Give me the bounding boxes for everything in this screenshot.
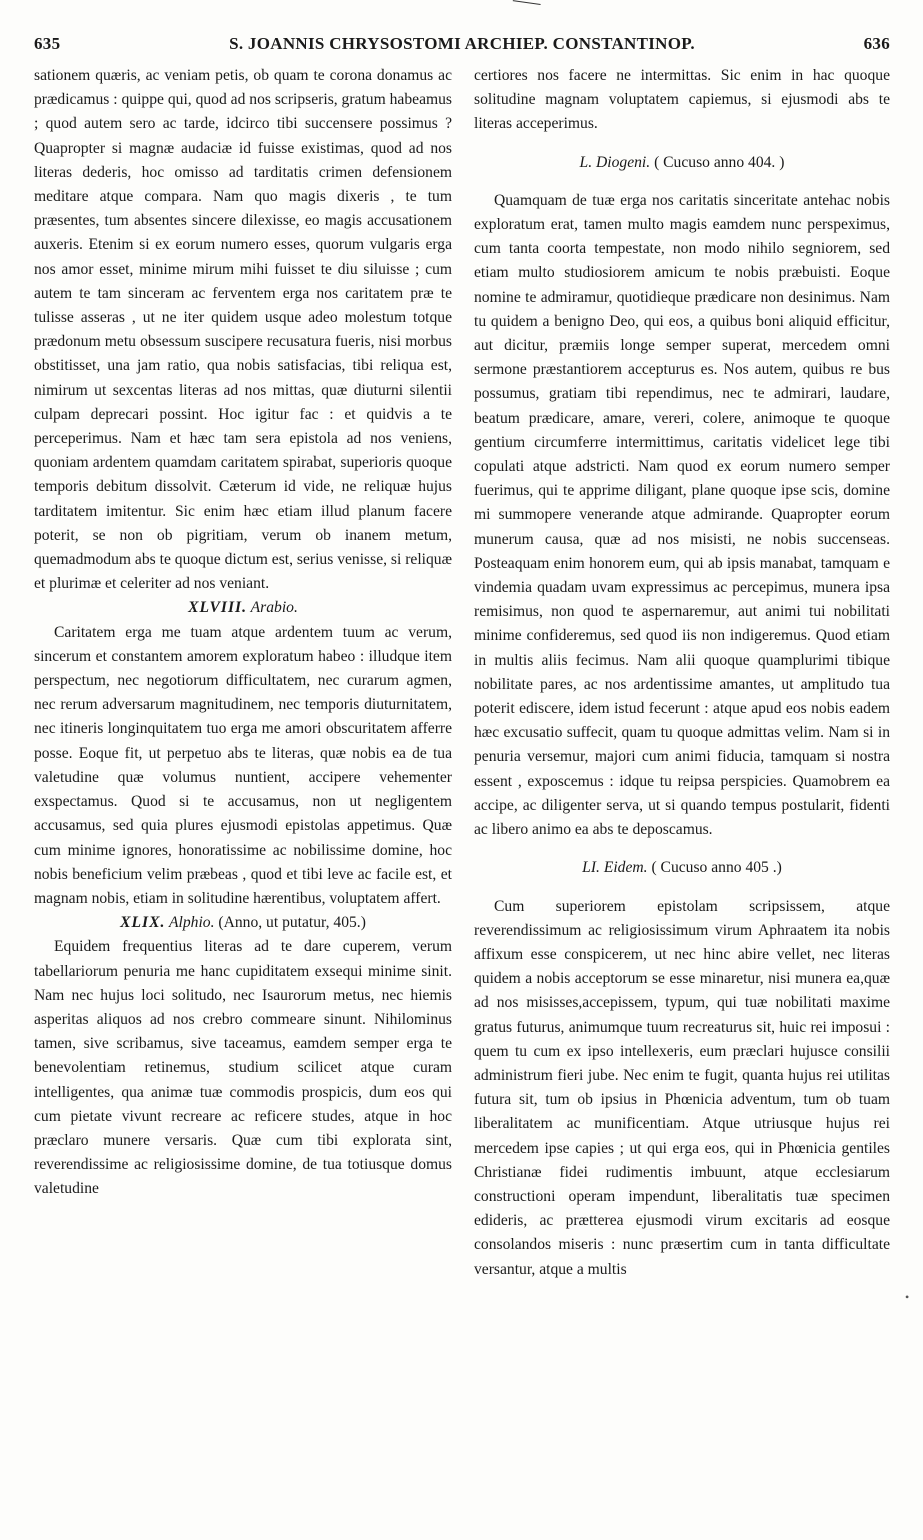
letter-addressee: Arabio. [250,599,298,617]
letter-date: (Anno, ut putatur, 405.) [218,914,366,932]
page-mark [511,0,540,15]
paragraph-letter-50: Quamquam de tuæ erga nos caritatis sinceritate antehac nobis exploratum erat, tamen multo magis eamdem nunc perspeximus, cum tanta coorta tempestate, non modo nihilo segniorem, sed etiam multo studiosiorem amicum te nobis præbuisti. Eoque nomine te admiramur, quotidieque prædicare non desinimus. Nam tu quidem a benigno Deo, qui eos, a quibus boni aliquid efficitur, aut dicitur, præmiis longe semper superat, mercedem omni sermone præstantiorem accepturus es. Nos autem, quibus re bus possumus, gratiam tibi rependimus, nec te admirari, laudare, beatum prædicare, amare, vereri, colere, animoque te quoque gentium circumferre intermittimus, caritatis videlicet lege tibi copulati atque adstricti. Nam quod ex eorum numero semper fuerimus, qui te apprime diligant, plane quoque ipse scis, domine mi summopere venerande atque admirande. Quapropter eorum munerum causa, quæ ad nos misisti, ne nobis succenseas. Posteaquam enim honorem eum, qui ab ipsis manabat, tamquam e vindemia quadam uvam expressimus ac percepimus, munera ipsa remisimus, non quod te aspernaremur, aut animi tui nobilitati minime confideremus, sed quod iis non indigeremus. Quod etiam in multis aliis fecimus. Nam alii quoque quamplurimi tibique nobilitate pares, ac nos ardentissime amantes, ut amplitudo tua poterit ediscere, idem istud fecerunt : atque apud eos nobis eadem hæc excusatio suffecit, quam tu quoque admittas velim. Nam si in penuria versemur, majori cum animi fiducia, tamquam si nostra essent , exposcemus : idque tu reipsa perspicies. Quamobrem ea accipe, ac diligenter serva, ut si quando tempus postularit, fidenti ac libero animo ea abs te deposcamus. [474,191,890,839]
paragraph-letter-49: Equidem frequentius literas ad te dare cuperem, verum tabellariorum penuria me hanc cupiditatem exsequi minime sinit. Nam nec hujus loci solitudo, nec Isaurorum metus, nec hiemis asperitas aliquos ad nos crebro commeare sinunt. Nihilominus tamen, sive scribamus, sive taceamus, eamdem semper erga te benevolentiam retinemus, studium scilicet atque curam intelligentes, qua animæ tuæ commodis prospicis, dum eos qui cum pietate vivunt recreare ac reficere studes, atque in hoc præclaro munere versaris. Quæ cum tibi explorata sint, reverendissime ac religiosissime domine, de tua totiusque domus valetudine [34,938,452,1198]
left-column [34,64,452,1202]
letter-date: ( Cucuso anno 405 .) [651,859,782,877]
page-number-left: 635 [34,34,61,53]
right-column [474,64,890,1282]
paragraph-letter-51: Cum superiorem epistolam scripsissem, atque reverendissimum ac religiosissimum virum Aphraatem ita nobis affixum esse conspicerem, ut nec hinc abire vellet, nec literas quidem a nobis acceptorum se esse minaretur, nisi munera ea,quæ ad nos misisses,accepissem, typum, qui tuæ nobilitati maxime gratus futurus, animumque tuum recreaturus sit, huic rei imposui : quem tu cum ex ipso intellexeris, eum præclari hujusce consilii administrum fieri jube. Nec enim te fugit, quanta hujus rei utilitas futura sit, tum ob ipsius in Phœnicia adventum, tum ob tuam liberalitatem ac munificentiam. Atque utriusque hujus rei mercedem ipse capies ; ut qui erga eos, qui in Phœnicia gentiles Christianæ fidei rudimentis imbuunt, atque ecclesiarum constructioni operam impendunt, liberalitatis tuæ specimen edideris, ac prætterea ejusmodi virum excitaris ad eosque consolandos miseris : nunc præsertim cum in tanta difficultate versantur, atque a multis [474,897,890,1278]
letter-date: ( Cucuso anno 404. ) [654,153,785,171]
paragraph-letter-48: Caritatem erga me tuam atque ardentem tuum ac verum, sincerum et constantem amorem exploratum habeo : illudque item perspectum, nec negotiorum difficultatem, nec curarum agmen, nec rerum adversarum magnitudinem, nec temporis diuturnitatem, nec itineris longinquitatem tuo erga me amori obscuritatem afferre posse. Eoque fit, ut perpetuo abs te literas, quæ nobis ea de tua valetudine quæ volumus nuntient, accipere vehementer exspectamus. Quod si te accusamus, non ut negligentem accusamus, sed quia plures ejusmodi epistolas appetimus. Quæ cum minime ignores, honoratissime ac nobilissime domine, hoc nobis beneficium velim præbeas , quod et tibi leve ac facile est, et magnam nobis, etiam in solitudine hærentibus, voluptatem affert. [34,623,452,907]
page-number-right: 636 [863,34,890,53]
letter-number: XLVIII. [188,599,247,617]
margin-mark: • [905,1290,910,1304]
letter-addressee: Alphio. [169,914,215,932]
letter-addressee: L. Diogeni. [579,153,651,171]
letter-addressee: LI. Eidem. [582,859,648,877]
letter-heading-51 [474,856,890,880]
running-title: S. JOANNIS CHRYSOSTOMI ARCHIEP. CONSTANTINOP. [229,34,695,53]
letter-heading-50 [474,151,890,175]
letter-number: XLIX. [120,914,166,932]
letter-heading-49 [34,911,452,935]
letter-heading-48 [34,596,452,620]
paragraph-continuation: certiores nos facere ne intermittas. Sic enim in hac quoque solitudine magnam voluptatem capiemus, si ejusmodi abs te literas acceperimus. [474,67,890,133]
running-header [34,34,890,60]
paragraph-continuation: sationem quæris, ac veniam petis, ob quam te corona donamus ac prædicamus : quippe qui, quod ad nos scripseris, gratum habeamus ; quod autem sero ac tarde, idcirco tibi succensere possimus ? Quapropter si magnæ audaciæ id fuisse existimas, quod ad nos literas dederis, hoc omisso ad tarditatis crimen defensionem meditare atque compara. Nam quo magis dixeris , te tum præsentes, tum absentes sincere dilexisse, eo magis accusationem auxeris. Etenim si ex eorum numero esses, quorum vulgaris erga nos amor esset, minime mirum mihi fuisset te diu siluisse ; cum autem te tam sinceram ac ferventem erga nos caritatem præ te tulisse asseras , ut ne iter quidem usque adeo molestum totque prædonum metu obsessum suscipere recusatura fueris, nisi morbus obstitisset, una jam ratio, qua nobis satisfacias, tibi reliqua est, nimirum ut sexcentas literas ad nos mittas, quæ diuturni silentii culpam deprecari possint. Hoc igitur fac : et quidvis a te perceperimus. Nam et hæc tam sera epistola ad nos veniens, quoniam ardentem quamdam caritatem spirabat, superioris quoque temporis debitum dissolvit. Cæterum id vide, ne reliquæ hujus tarditatem imitentur. Sic enim hæc etiam illud planum facere poterit, se non ob pigritiam, verum ob inanem metum, quemadmodum abs te quoque dictum est, serius venisse, si reliquæ et plurimæ et celeriter ad nos veniant. [34,67,452,593]
